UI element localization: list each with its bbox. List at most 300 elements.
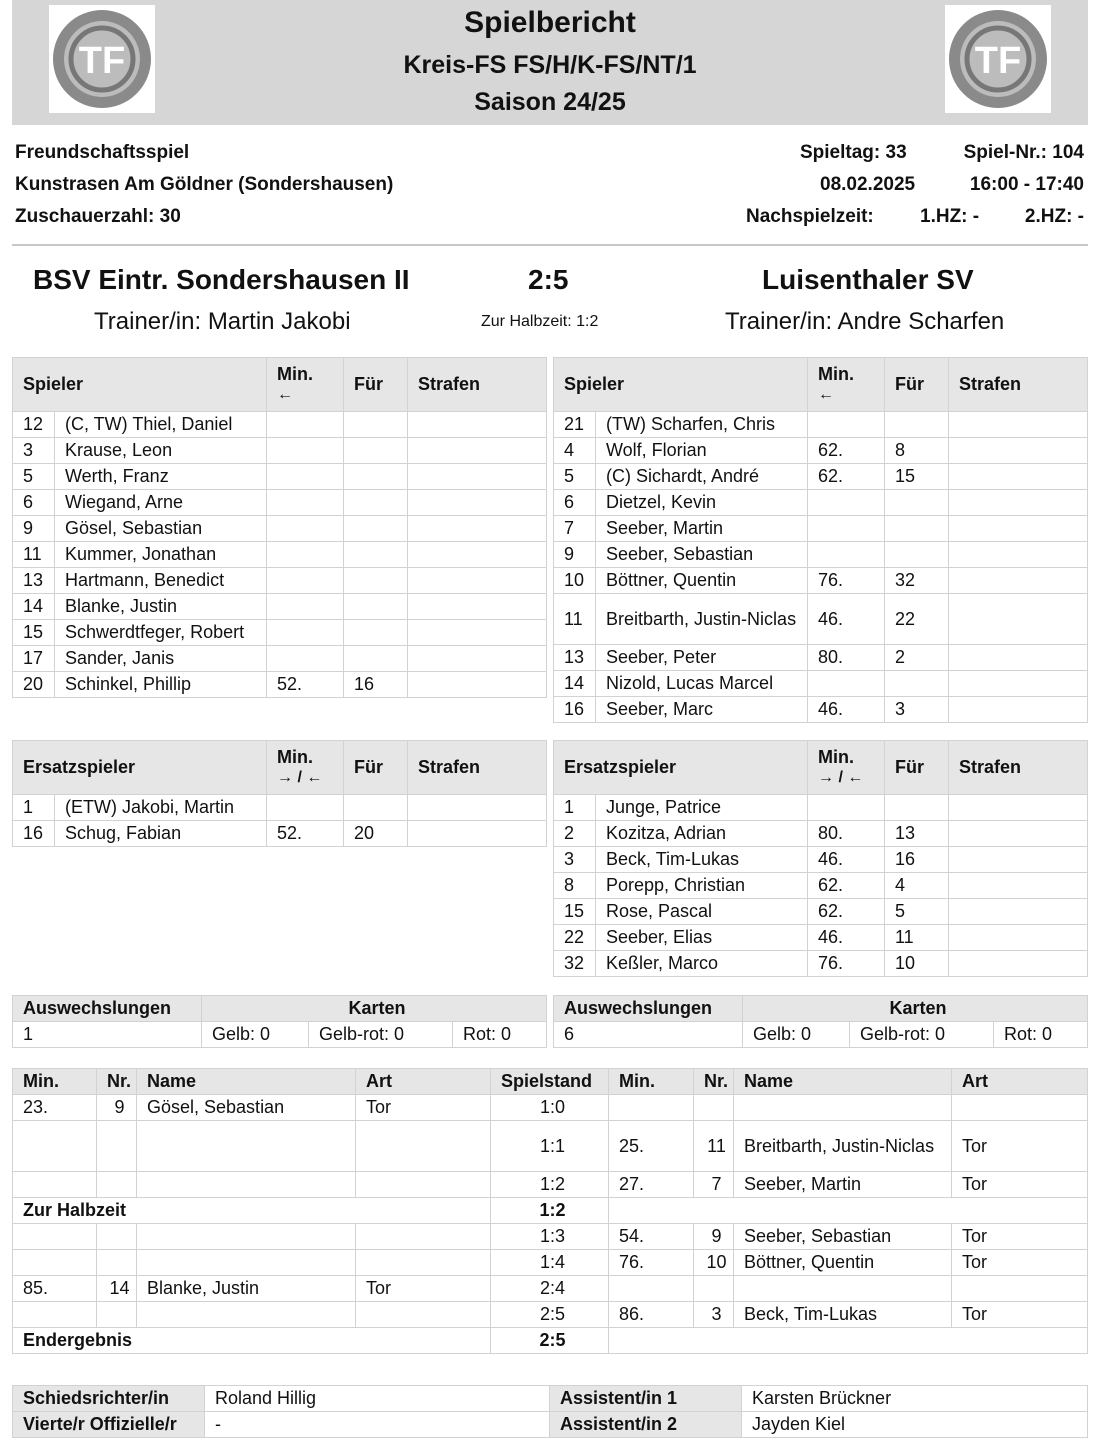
col-subs: Ersatzspieler <box>554 741 808 795</box>
assistant-1-label: Assistent/in 1 <box>550 1386 742 1412</box>
away-event-number: 9 <box>694 1224 734 1250</box>
table-row <box>13 1022 547 1048</box>
sub-minute: 80. <box>808 821 885 847</box>
sub-minute: 76. <box>808 951 885 977</box>
sub-minute <box>808 671 885 697</box>
player-name: Seeber, Sebastian <box>596 542 808 568</box>
away-event-number: 7 <box>694 1172 734 1198</box>
penalties <box>949 847 1088 873</box>
player-name: Porepp, Christian <box>596 873 808 899</box>
replaced-number <box>344 795 408 821</box>
col-penalties: Strafen <box>949 358 1088 412</box>
col-away-nr: Nr. <box>694 1069 734 1095</box>
penalties <box>949 412 1088 438</box>
replaced-number: 4 <box>885 873 949 899</box>
player-name: Kummer, Jonathan <box>55 542 267 568</box>
player-name: Seeber, Martin <box>596 516 808 542</box>
yellow-cards: Gelb: 0 <box>743 1022 850 1048</box>
officials-table <box>12 1385 1088 1438</box>
sub-minute <box>267 438 344 464</box>
penalties <box>408 672 547 698</box>
penalties <box>949 594 1088 645</box>
fourth-official-name: - <box>205 1412 550 1438</box>
home-event-type <box>356 1224 491 1250</box>
player-name: Beck, Tim-Lukas <box>596 847 808 873</box>
player-name: Junge, Patrice <box>596 795 808 821</box>
away-event-minute: 27. <box>609 1172 694 1198</box>
away-event-number: 11 <box>694 1121 734 1172</box>
sub-minute <box>267 568 344 594</box>
player-number: 20 <box>13 672 55 698</box>
home-event-minute: 85. <box>13 1276 97 1302</box>
stoppage-label: Nachspielzeit: <box>746 206 874 227</box>
event-score: 1:3 <box>491 1224 609 1250</box>
col-penalties: Strafen <box>949 741 1088 795</box>
table-row <box>13 821 547 847</box>
sub-minute: 52. <box>267 672 344 698</box>
sub-minute <box>267 490 344 516</box>
sub-minute <box>808 516 885 542</box>
away-event-player: Seeber, Sebastian <box>734 1224 952 1250</box>
sub-minute: 46. <box>808 847 885 873</box>
away-event-player: Breitbarth, Justin-Niclas <box>734 1121 952 1172</box>
matchday: Spieltag: 33 <box>800 142 907 163</box>
player-number: 6 <box>13 490 55 516</box>
col-cards: Karten <box>202 996 547 1022</box>
col-for: Für <box>885 741 949 795</box>
event-score: 1:0 <box>491 1095 609 1121</box>
replaced-number: 16 <box>344 672 408 698</box>
replaced-number <box>344 542 408 568</box>
penalties <box>949 697 1088 723</box>
player-number: 1 <box>13 795 55 821</box>
replaced-number: 10 <box>885 951 949 977</box>
home-event-number <box>97 1121 137 1172</box>
player-name: Breitbarth, Justin-Niclas <box>596 594 808 645</box>
table-row <box>13 542 547 568</box>
penalties <box>949 438 1088 464</box>
home-summary-table <box>12 995 547 1048</box>
stoppage-second-half: 2.HZ: - <box>1024 206 1084 227</box>
player-name: Gösel, Sebastian <box>55 516 267 542</box>
table-row <box>13 1198 1088 1224</box>
replaced-number <box>885 542 949 568</box>
sub-minute <box>267 516 344 542</box>
replaced-number <box>344 516 408 542</box>
col-substitutions: Auswechslungen <box>554 996 743 1022</box>
referee-label: Schiedsrichter/in <box>13 1386 205 1412</box>
col-home-type: Art <box>356 1069 491 1095</box>
report-header <box>12 0 1088 125</box>
replaced-number: 3 <box>885 697 949 723</box>
player-number: 14 <box>554 671 596 697</box>
table-row <box>554 516 1088 542</box>
replaced-number: 8 <box>885 438 949 464</box>
away-event-minute <box>609 1095 694 1121</box>
replaced-number: 13 <box>885 821 949 847</box>
away-event-player: Böttner, Quentin <box>734 1250 952 1276</box>
player-number: 2 <box>554 821 596 847</box>
player-number: 16 <box>554 697 596 723</box>
col-home-nr: Nr. <box>97 1069 137 1095</box>
penalties <box>949 464 1088 490</box>
table-row <box>13 412 547 438</box>
penalties <box>949 671 1088 697</box>
col-min-label: Min. <box>818 364 854 384</box>
replaced-number: 5 <box>885 899 949 925</box>
table-header-row <box>554 996 1088 1022</box>
table-header-row <box>13 996 547 1022</box>
home-event-minute <box>13 1250 97 1276</box>
penalties <box>408 646 547 672</box>
empty-cell <box>609 1198 1088 1224</box>
player-number: 14 <box>13 594 55 620</box>
col-substitutions: Auswechslungen <box>13 996 202 1022</box>
away-event-type: Tor <box>952 1224 1088 1250</box>
player-number: 7 <box>554 516 596 542</box>
table-header-row <box>13 1069 1088 1095</box>
away-event-type: Tor <box>952 1121 1088 1172</box>
player-number: 32 <box>554 951 596 977</box>
svg-text:TF: TF <box>974 40 1022 82</box>
home-event-player: Gösel, Sebastian <box>137 1095 356 1121</box>
away-summary-table <box>553 995 1088 1048</box>
event-summary-label: Endergebnis <box>13 1328 491 1354</box>
replaced-number <box>885 490 949 516</box>
penalties <box>949 951 1088 977</box>
col-min <box>267 358 344 412</box>
player-name: Werth, Franz <box>55 464 267 490</box>
penalties <box>949 490 1088 516</box>
player-number: 5 <box>13 464 55 490</box>
home-event-number <box>97 1250 137 1276</box>
player-number: 15 <box>13 620 55 646</box>
report-title: Spielbericht <box>464 6 636 39</box>
match-date: 08.02.2025 <box>820 174 916 195</box>
col-min <box>808 358 885 412</box>
match-type: Freundschaftsspiel <box>15 142 190 163</box>
table-row <box>554 542 1088 568</box>
player-name: Wiegand, Arne <box>55 490 267 516</box>
table-row <box>13 594 547 620</box>
player-name: Schwerdtfeger, Robert <box>55 620 267 646</box>
player-number: 9 <box>554 542 596 568</box>
away-event-number: 3 <box>694 1302 734 1328</box>
penalties <box>408 438 547 464</box>
player-number: 10 <box>554 568 596 594</box>
substitution-count: 1 <box>13 1022 202 1048</box>
assistant-2-label: Assistent/in 2 <box>550 1412 742 1438</box>
penalties <box>408 516 547 542</box>
col-away-name: Name <box>734 1069 952 1095</box>
table-row <box>13 1224 1088 1250</box>
away-event-type <box>952 1095 1088 1121</box>
home-event-player <box>137 1121 356 1172</box>
sub-minute <box>267 646 344 672</box>
away-event-minute: 25. <box>609 1121 694 1172</box>
player-number: 13 <box>554 645 596 671</box>
table-header-row <box>13 358 547 412</box>
replaced-number <box>885 671 949 697</box>
penalties <box>408 620 547 646</box>
away-event-type <box>952 1276 1088 1302</box>
table-row <box>554 1022 1088 1048</box>
assistant-2-name: Jayden Kiel <box>742 1412 1088 1438</box>
away-event-type: Tor <box>952 1172 1088 1198</box>
replaced-number <box>344 412 408 438</box>
sub-minute: 62. <box>808 899 885 925</box>
replaced-number <box>344 464 408 490</box>
table-row <box>13 1250 1088 1276</box>
sub-minute: 76. <box>808 568 885 594</box>
sub-minute <box>267 464 344 490</box>
penalties <box>949 542 1088 568</box>
home-event-type: Tor <box>356 1095 491 1121</box>
home-event-number <box>97 1172 137 1198</box>
table-row <box>554 645 1088 671</box>
table-row <box>13 464 547 490</box>
player-number: 1 <box>554 795 596 821</box>
penalties <box>408 412 547 438</box>
player-name: Seeber, Marc <box>596 697 808 723</box>
red-cards: Rot: 0 <box>994 1022 1088 1048</box>
home-event-minute <box>13 1121 97 1172</box>
col-home-name: Name <box>137 1069 356 1095</box>
player-name: (ETW) Jakobi, Martin <box>55 795 267 821</box>
player-name: Hartmann, Benedict <box>55 568 267 594</box>
table-row <box>554 795 1088 821</box>
player-name: Schug, Fabian <box>55 821 267 847</box>
player-name: Dietzel, Kevin <box>596 490 808 516</box>
home-event-player <box>137 1172 356 1198</box>
away-event-player: Beck, Tim-Lukas <box>734 1302 952 1328</box>
halftime-score: Zur Halbzeit: 1:2 <box>481 313 599 330</box>
table-row <box>13 1386 1088 1412</box>
home-event-minute: 23. <box>13 1095 97 1121</box>
table-row <box>554 899 1088 925</box>
penalties <box>949 795 1088 821</box>
away-event-type: Tor <box>952 1302 1088 1328</box>
replaced-number <box>344 594 408 620</box>
sub-minute: 52. <box>267 821 344 847</box>
sub-minute: 62. <box>808 464 885 490</box>
player-name: Seeber, Peter <box>596 645 808 671</box>
table-row <box>13 646 547 672</box>
event-score: 2:5 <box>491 1302 609 1328</box>
away-team-name: Luisenthaler SV <box>762 264 974 295</box>
table-row <box>554 412 1088 438</box>
away-event-number <box>694 1276 734 1302</box>
table-row <box>554 464 1088 490</box>
col-subs: Ersatzspieler <box>13 741 267 795</box>
table-row <box>554 925 1088 951</box>
spectators: Zuschauerzahl: 30 <box>15 206 181 227</box>
penalties <box>408 490 547 516</box>
sub-minute: 80. <box>808 645 885 671</box>
event-score: 2:4 <box>491 1276 609 1302</box>
sub-minute <box>808 795 885 821</box>
sub-arrow-icon: ← <box>277 386 293 403</box>
away-event-minute <box>609 1276 694 1302</box>
table-row <box>13 1276 1088 1302</box>
table-header-row <box>554 358 1088 412</box>
fourth-official-label: Vierte/r Offizielle/r <box>13 1412 205 1438</box>
event-score: 1:2 <box>491 1198 609 1224</box>
col-cards: Karten <box>743 996 1088 1022</box>
red-cards: Rot: 0 <box>453 1022 547 1048</box>
sub-minute <box>808 490 885 516</box>
sub-minute <box>267 795 344 821</box>
player-name: Sander, Janis <box>55 646 267 672</box>
event-score: 1:2 <box>491 1172 609 1198</box>
home-event-type <box>356 1250 491 1276</box>
sub-minute <box>808 412 885 438</box>
replaced-number <box>344 568 408 594</box>
sub-arrows-icon: → / ← <box>277 769 323 786</box>
table-row <box>554 568 1088 594</box>
table-row <box>554 671 1088 697</box>
sub-minute <box>267 412 344 438</box>
replaced-number: 20 <box>344 821 408 847</box>
league-title: Kreis-FS FS/H/K-FS/NT/1 <box>403 51 697 79</box>
col-away-type: Art <box>952 1069 1088 1095</box>
table-row <box>13 568 547 594</box>
col-home-min: Min. <box>13 1069 97 1095</box>
player-number: 5 <box>554 464 596 490</box>
assistant-1-name: Karsten Brückner <box>742 1386 1088 1412</box>
col-min-label: Min. <box>818 747 854 767</box>
svg-text:TF: TF <box>78 40 126 82</box>
col-min <box>267 741 344 795</box>
home-event-minute <box>13 1302 97 1328</box>
table-row <box>554 490 1088 516</box>
event-score: 1:4 <box>491 1250 609 1276</box>
penalties <box>949 925 1088 951</box>
player-name: Nizold, Lucas Marcel <box>596 671 808 697</box>
away-event-player <box>734 1276 952 1302</box>
home-event-type <box>356 1172 491 1198</box>
replaced-number: 15 <box>885 464 949 490</box>
sub-minute <box>267 594 344 620</box>
col-for: Für <box>344 741 408 795</box>
penalties <box>949 645 1088 671</box>
player-name: Böttner, Quentin <box>596 568 808 594</box>
match-events-table <box>12 1068 1088 1354</box>
penalties <box>408 568 547 594</box>
table-row <box>13 1302 1088 1328</box>
table-row <box>13 672 547 698</box>
sub-minute <box>267 542 344 568</box>
table-row <box>13 1172 1088 1198</box>
penalties <box>949 873 1088 899</box>
table-row <box>554 847 1088 873</box>
player-name: Schinkel, Phillip <box>55 672 267 698</box>
table-row <box>554 438 1088 464</box>
table-row <box>13 1121 1088 1172</box>
event-summary-label: Zur Halbzeit <box>13 1198 491 1224</box>
event-score: 2:5 <box>491 1328 609 1354</box>
player-name: (C) Sichardt, André <box>596 464 808 490</box>
player-number: 8 <box>554 873 596 899</box>
divider <box>12 244 1088 246</box>
player-number: 11 <box>554 594 596 645</box>
table-row <box>13 516 547 542</box>
table-row <box>13 1095 1088 1121</box>
home-subs-table <box>12 740 547 847</box>
penalties <box>949 516 1088 542</box>
season-title: Saison 24/25 <box>474 88 626 116</box>
player-name: Kozitza, Adrian <box>596 821 808 847</box>
col-players: Spieler <box>554 358 808 412</box>
player-number: 15 <box>554 899 596 925</box>
sub-minute: 62. <box>808 438 885 464</box>
replaced-number <box>344 490 408 516</box>
table-row <box>13 795 547 821</box>
player-number: 12 <box>13 412 55 438</box>
home-event-number <box>97 1302 137 1328</box>
home-event-number: 14 <box>97 1276 137 1302</box>
replaced-number <box>885 795 949 821</box>
penalties <box>949 899 1088 925</box>
home-event-player <box>137 1224 356 1250</box>
player-number: 3 <box>13 438 55 464</box>
sub-minute <box>267 620 344 646</box>
sub-minute: 46. <box>808 697 885 723</box>
replaced-number: 11 <box>885 925 949 951</box>
sub-minute: 46. <box>808 594 885 645</box>
home-event-type <box>356 1302 491 1328</box>
sub-minute <box>808 542 885 568</box>
player-number: 3 <box>554 847 596 873</box>
replaced-number: 16 <box>885 847 949 873</box>
table-header-row <box>554 741 1088 795</box>
col-score: Spielstand <box>491 1069 609 1095</box>
penalties <box>408 542 547 568</box>
match-number: Spiel-Nr.: 104 <box>963 142 1084 163</box>
final-score: 2:5 <box>528 264 569 295</box>
away-event-minute: 54. <box>609 1224 694 1250</box>
referee-name: Roland Hillig <box>205 1386 550 1412</box>
table-row <box>554 697 1088 723</box>
away-event-player <box>734 1095 952 1121</box>
replaced-number <box>344 438 408 464</box>
table-row <box>13 438 547 464</box>
replaced-number: 32 <box>885 568 949 594</box>
replaced-number: 22 <box>885 594 949 645</box>
replaced-number: 2 <box>885 645 949 671</box>
player-number: 4 <box>554 438 596 464</box>
col-min-label: Min. <box>277 364 313 384</box>
away-event-number <box>694 1095 734 1121</box>
penalties <box>949 821 1088 847</box>
player-name: Rose, Pascal <box>596 899 808 925</box>
col-penalties: Strafen <box>408 358 547 412</box>
player-number: 6 <box>554 490 596 516</box>
sub-minute: 62. <box>808 873 885 899</box>
yellow-red-cards: Gelb-rot: 0 <box>850 1022 994 1048</box>
player-number: 16 <box>13 821 55 847</box>
penalties <box>408 821 547 847</box>
home-event-type <box>356 1121 491 1172</box>
match-time: 16:00 - 17:40 <box>969 174 1084 195</box>
table-row <box>13 1412 1088 1438</box>
player-number: 9 <box>13 516 55 542</box>
player-name: Blanke, Justin <box>55 594 267 620</box>
table-row <box>13 620 547 646</box>
sub-arrow-icon: ← <box>818 386 834 403</box>
yellow-red-cards: Gelb-rot: 0 <box>309 1022 453 1048</box>
player-name: Krause, Leon <box>55 438 267 464</box>
